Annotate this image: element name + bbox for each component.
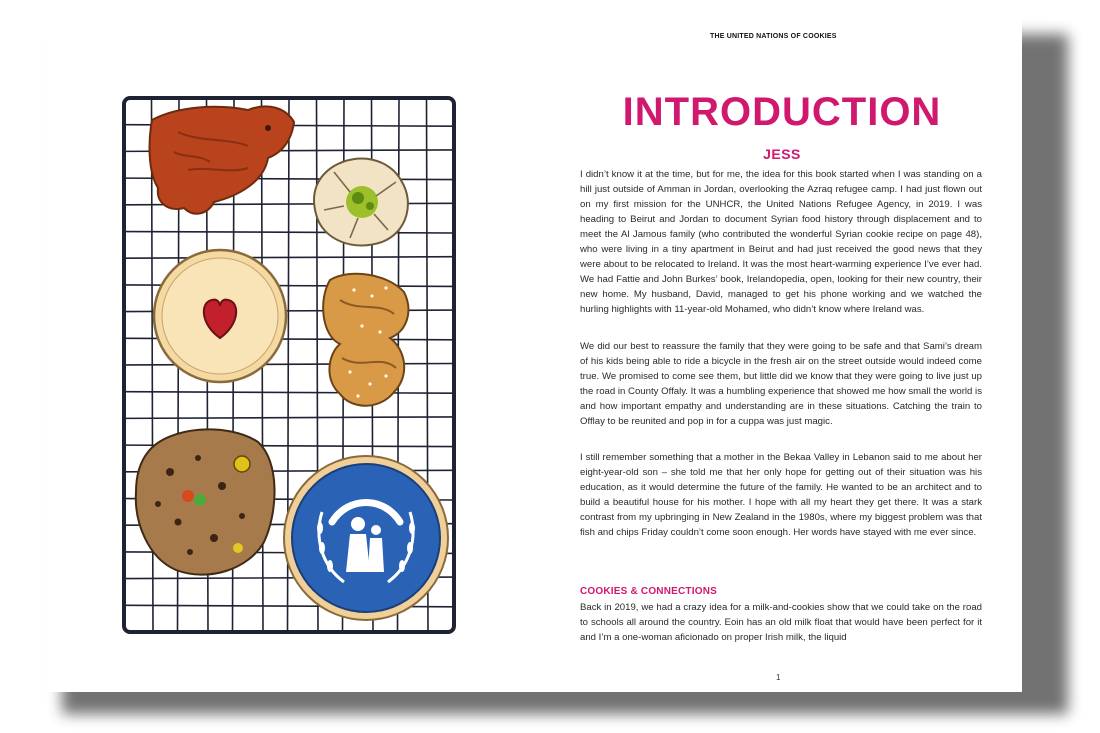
- page-number: 1: [776, 673, 781, 682]
- cooling-rack-illustration: [118, 92, 464, 642]
- running-header: THE UNITED NATIONS OF COOKIES: [710, 33, 837, 40]
- cookie-illustration: [118, 92, 464, 642]
- fish-shaped-cookie: [150, 106, 294, 213]
- jam-heart-sandwich-cookie: [154, 250, 286, 382]
- pistachio-filled-cookie: [314, 159, 408, 246]
- page-title: INTRODUCTION: [622, 90, 942, 134]
- body-paragraph-1: I didn’t know it at the time, but for me, the idea for this book started when I was standing on a hill just outside of Amman in Jordan, overlooking the Azraq refugee camp. I had just flown out on my first mission for the UNHCR, the United Nations Refugee Agency, in 2019. I was heading to Beirut and Jordan to document Syrian food history through displacement and to meet the Al Jamous family (who contributed the wonderful Syrian cookie recipe on page 48), who were living in a tiny apartment in Beirut and had just received the good news that they were about to be relocated to Ireland. It was the most heart-warming experience I’ve ever had. We had Fattie and John Burkes’ book, Irelandopedia, open, looking for their new country, their new home. My husband, David, managed to get his phone working and we watched the hurling highlights with 11-year-old Mohamed, who didn’t know where Ireland was.: [580, 169, 982, 315]
- body-paragraph-2: We did our best to reassure the family that they were going to be safe and that Sami’s dream of his kids being able to ride a bicycle in the fresh air on the street outside would indeed come true. We promised to come see them, but little did we know that they were going to live just up the road in County Offaly. It was a humbling experience that showed me how small the world is and how important empathy and understanding are in these situations. Catching the train to Offlay to be reunited and pop in for a cuppa was just magic.: [580, 341, 982, 427]
- section-heading: COOKIES & CONNECTIONS: [580, 586, 717, 597]
- author-name: JESS: [763, 146, 801, 162]
- body-paragraph-3: I still remember something that a mother in the Bekaa Valley in Lebanon said to me about her eight-year-old son – she told me that her only hope for getting out of their situation was his education, as it would determine the future of the family. He wanted to be an architect and to build a beautiful house for his mother. I hope with all my heart they get there. It was a stark contrast from my upbringing in New Zealand in the 1980s, where my biggest problem was that fish and chips Friday couldn’t come soon enough. Her words have stayed with me ever since.: [580, 452, 982, 538]
- section-paragraph: Back in 2019, we had a crazy idea for a milk-and-cookies show that we could take on the road to schools all around the country. Eoin has an old milk float that would have been perfect for it and I’m a one-woman aficionado on proper Irish milk, the liquid: [580, 602, 982, 643]
- unhcr-logo-cookie: [284, 456, 448, 620]
- chocolate-chip-cookie: [136, 429, 275, 574]
